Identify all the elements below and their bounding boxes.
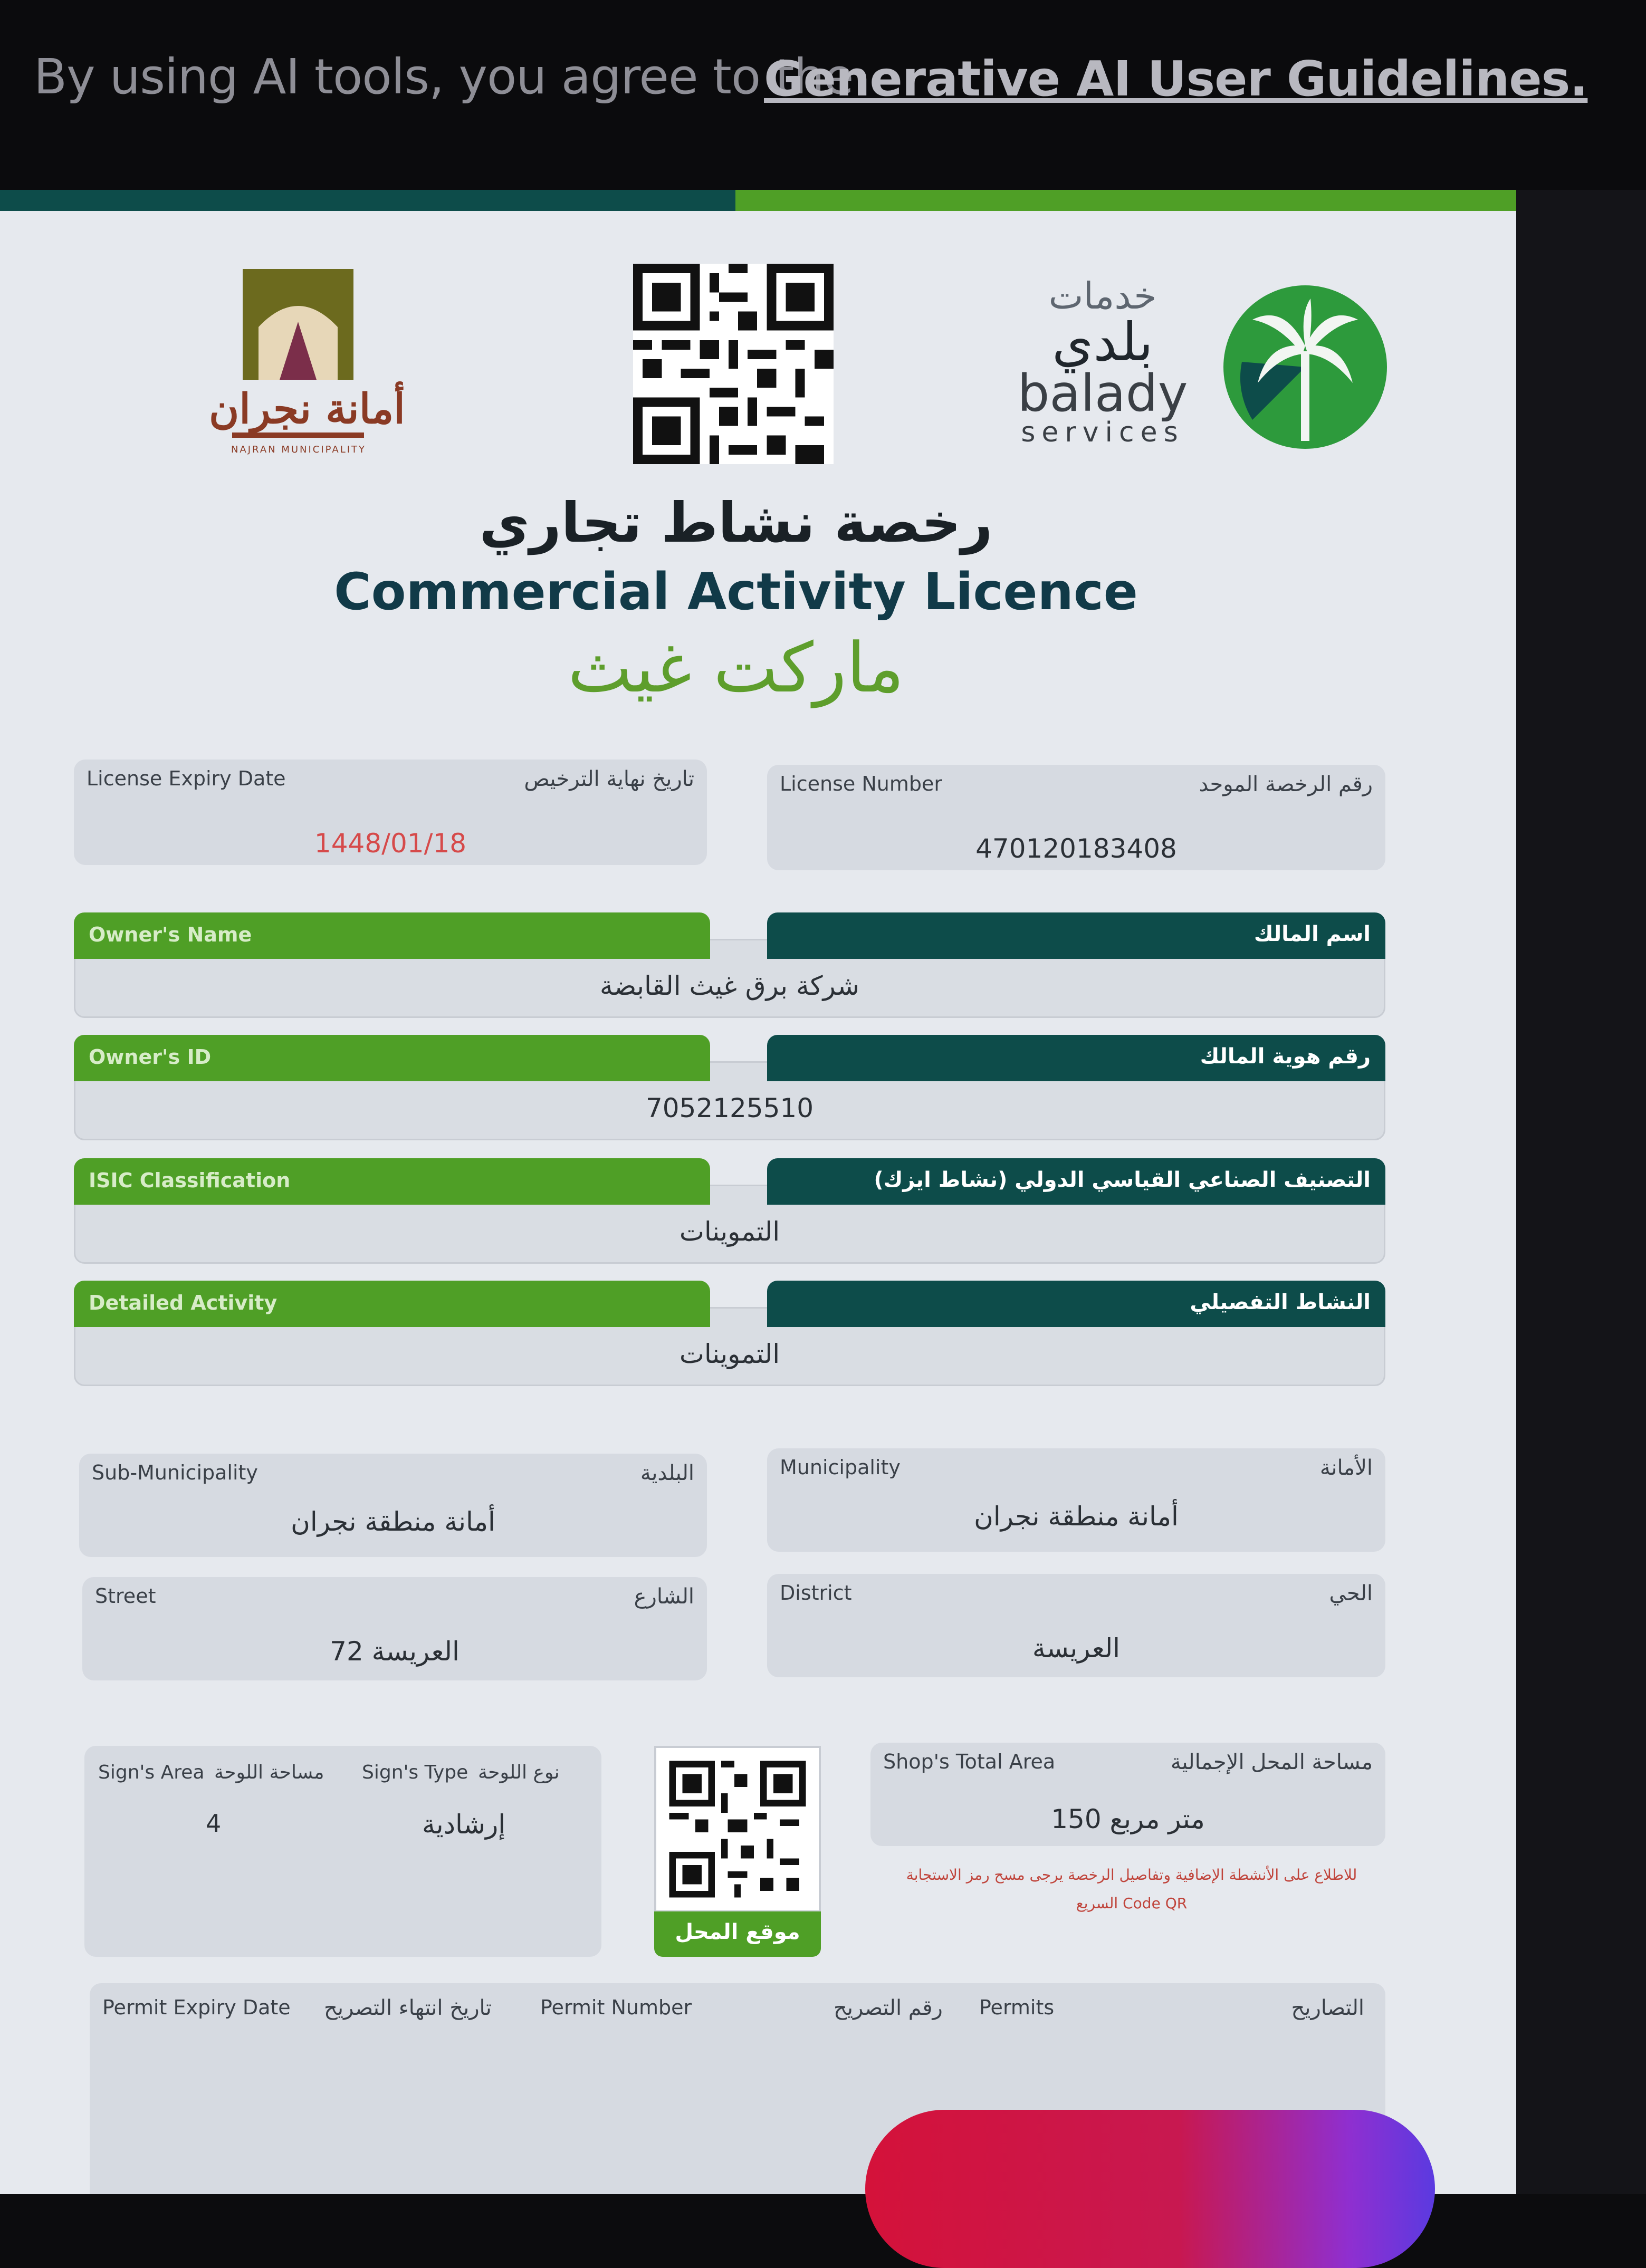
owner-name-row bbox=[74, 912, 1385, 1018]
isic-value: التموينات bbox=[679, 1216, 780, 1247]
isic-label-ar: التصنيف الصناعي القياسي الدولي (نشاط ايزك) bbox=[874, 1168, 1371, 1192]
sub-municipality-label-ar: البلدية bbox=[640, 1461, 694, 1485]
street-label-ar: الشارع bbox=[634, 1584, 694, 1609]
municipality-value: أمانة منطقة نجران bbox=[974, 1501, 1179, 1532]
activity-header-ar bbox=[767, 1281, 1385, 1327]
permit-expiry-label-ar: تاريخ انتهاء التصريح bbox=[324, 1996, 492, 2020]
license-number-label-en: License Number bbox=[780, 772, 942, 795]
license-number-label-ar: رقم الرخصة الموحد bbox=[1199, 772, 1373, 796]
permit-expiry-label-en: Permit Expiry Date bbox=[102, 1996, 291, 2019]
sign-type-label-ar: نوع اللوحة bbox=[478, 1762, 560, 1783]
owner-id-label-en: Owner's ID bbox=[89, 1045, 212, 1069]
sign-type-value: إرشادية bbox=[422, 1809, 506, 1840]
qr-note-line1: للاطلاع على الأنشطة الإضافية وتفاصيل الرخصة يرجى مسح رمز الاستجابة bbox=[906, 1866, 1357, 1883]
activity-header-en bbox=[74, 1281, 710, 1327]
sub-municipality-value: أمانة منطقة نجران bbox=[291, 1506, 495, 1537]
municipality-label-en: Municipality bbox=[780, 1456, 901, 1479]
location-qr-code-icon[interactable] bbox=[654, 1746, 821, 1913]
top-stripe-green bbox=[735, 190, 1516, 211]
sign-type-label-en: Sign's Type bbox=[362, 1762, 468, 1783]
activity-label-en: Detailed Activity bbox=[89, 1291, 277, 1314]
shop-area-label-en: Shop's Total Area bbox=[883, 1750, 1056, 1773]
shop-area-label-ar: مساحة المحل الإجمالية bbox=[1170, 1750, 1373, 1774]
sign-area-value: 4 bbox=[206, 1809, 222, 1838]
shop-area-box bbox=[870, 1743, 1385, 1846]
najran-municipality-logo-icon bbox=[200, 264, 405, 464]
owner-name-header-ar bbox=[767, 912, 1385, 959]
district-label-en: District bbox=[780, 1581, 852, 1604]
najran-logo-subtext: NAJRAN MUNICIPALITY bbox=[231, 444, 367, 455]
licence-title-en: Commercial Activity Licence bbox=[334, 562, 1138, 621]
owner-id-row bbox=[74, 1035, 1385, 1140]
balady-en: balady bbox=[1017, 364, 1188, 423]
balady-palm-icon bbox=[1221, 283, 1390, 451]
shop-location-label: موقع المحل bbox=[675, 1920, 800, 1944]
license-expiry-label-en: License Expiry Date bbox=[87, 767, 286, 790]
owner-id-header-ar bbox=[767, 1035, 1385, 1081]
balady-services: services bbox=[1021, 417, 1184, 448]
activity-label-ar: النشاط التفصيلي bbox=[1190, 1290, 1371, 1314]
municipality-box bbox=[767, 1448, 1385, 1552]
balady-ar-top: خدمات bbox=[1048, 274, 1157, 318]
isic-header-ar bbox=[767, 1158, 1385, 1205]
isic-label-en: ISIC Classification bbox=[89, 1169, 291, 1192]
owner-name-header-en bbox=[74, 912, 710, 959]
top-stripe-teal bbox=[0, 190, 735, 211]
license-expiry-value: 1448/01/18 bbox=[314, 828, 467, 859]
license-expiry-label-ar: تاريخ نهاية الترخيص bbox=[524, 767, 694, 791]
dark-margin bbox=[1516, 190, 1646, 2194]
balady-ar-main: بلدي bbox=[1052, 311, 1153, 373]
street-label-en: Street bbox=[95, 1584, 156, 1608]
permit-number-label-en: Permit Number bbox=[540, 1996, 692, 2019]
street-value: العريسة 72 bbox=[330, 1636, 460, 1667]
sub-municipality-box bbox=[79, 1454, 707, 1557]
generate-button[interactable] bbox=[865, 2110, 1435, 2268]
isic-header-en bbox=[74, 1158, 710, 1205]
permit-number-label-ar: رقم التصريح bbox=[834, 1996, 943, 2020]
district-box bbox=[767, 1574, 1385, 1677]
top-qr-code-icon[interactable] bbox=[633, 264, 834, 464]
shop-area-value: 150 متر مربع bbox=[1051, 1804, 1205, 1834]
shop-name: ماركت غيث bbox=[568, 628, 904, 708]
owner-id-value: 7052125510 bbox=[645, 1093, 814, 1123]
activity-row bbox=[74, 1281, 1385, 1386]
guidelines-link[interactable]: Generative AI User Guidelines. bbox=[764, 51, 1588, 107]
owner-name-label-ar: اسم المالك bbox=[1253, 922, 1371, 946]
permits-label-ar: التصاريح bbox=[1291, 1996, 1364, 2020]
permits-label-en: Permits bbox=[979, 1996, 1055, 2019]
municipality-label-ar: الأمانة bbox=[1319, 1456, 1373, 1480]
sign-area-label-ar: مساحة اللوحة bbox=[214, 1762, 324, 1783]
sub-municipality-label-en: Sub-Municipality bbox=[92, 1461, 258, 1484]
activity-value: التموينات bbox=[679, 1339, 780, 1369]
owner-name-value: شركة برق غيث القابضة bbox=[599, 970, 860, 1001]
sign-area-label-en: Sign's Area bbox=[98, 1762, 205, 1783]
license-number-box bbox=[767, 765, 1385, 870]
owner-name-label-en: Owner's Name bbox=[89, 923, 252, 946]
license-number-value: 470120183408 bbox=[975, 833, 1177, 864]
banner-text: By using AI tools, you agree to the bbox=[34, 49, 854, 105]
district-value: العريسة bbox=[1032, 1633, 1121, 1664]
qr-note-line2: السريع Code QR bbox=[1076, 1895, 1188, 1912]
sign-box bbox=[84, 1746, 601, 1957]
district-label-ar: الحي bbox=[1329, 1581, 1373, 1606]
owner-id-header-en bbox=[74, 1035, 710, 1081]
license-expiry-box bbox=[74, 760, 707, 865]
owner-id-label-ar: رقم هوية المالك bbox=[1200, 1044, 1371, 1069]
najran-logo-text: أمانة نجران bbox=[209, 385, 405, 433]
licence-title-ar: رخصة نشاط تجاري bbox=[479, 491, 993, 555]
isic-row bbox=[74, 1158, 1385, 1264]
street-box bbox=[82, 1577, 707, 1680]
